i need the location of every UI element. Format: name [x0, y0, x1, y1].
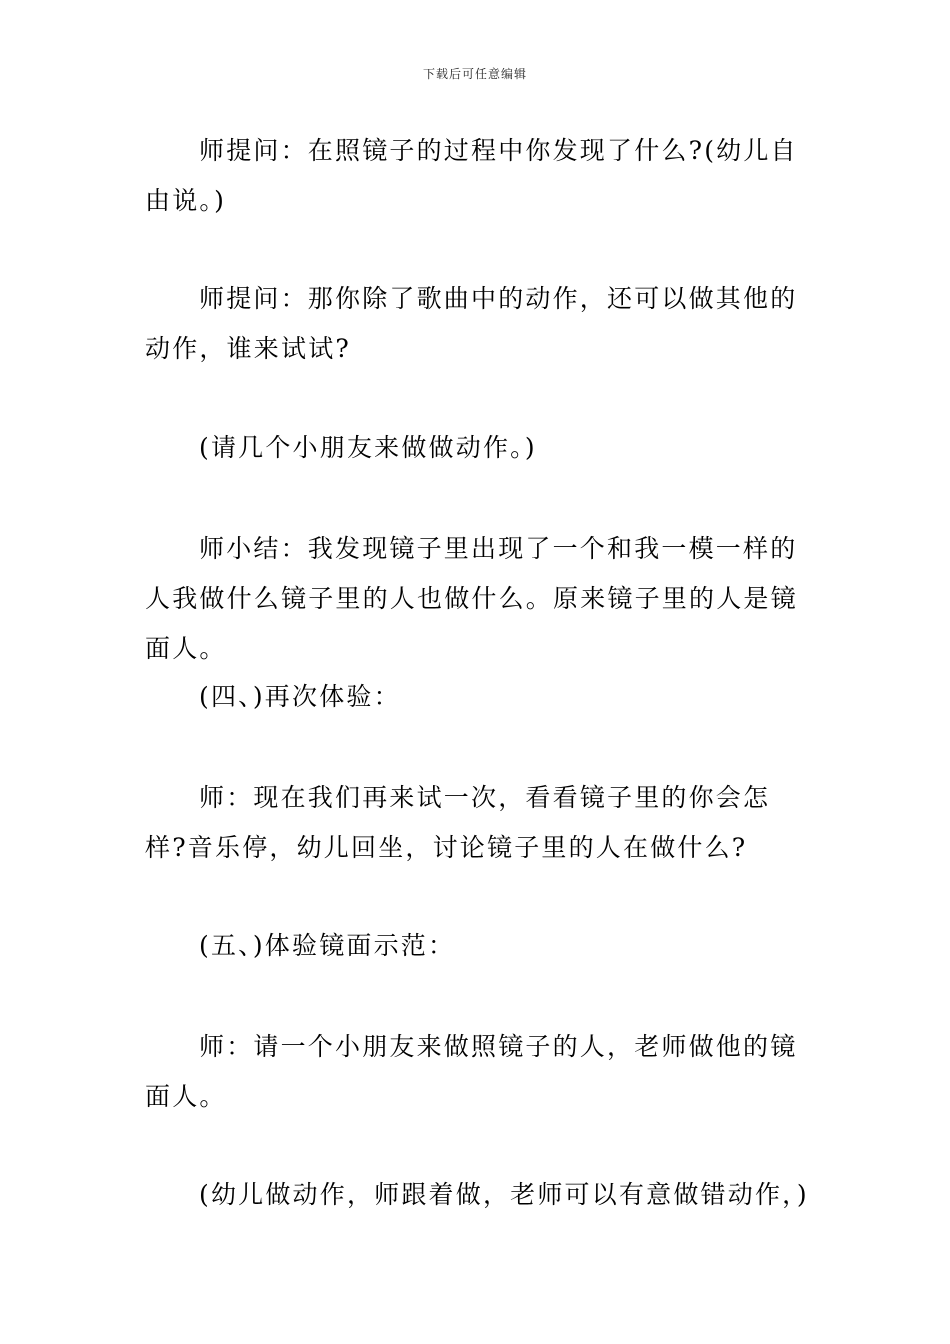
paragraph-children-act: (幼儿做动作，师跟着做，老师可以有意做错动作，): [199, 1180, 809, 1209]
paragraph-teacher-summary: 师小结：我发现镜子里出现了一个和我一模一样的人我做什么镜子里的人也做什么。原来镜子里的人是镜面人。: [145, 534, 798, 663]
paragraph-children-demonstrate: (请几个小朋友来做做动作。): [199, 433, 537, 462]
page-header: 下载后可任意编辑: [422, 67, 527, 81]
paragraph-teacher-question-observation: 师提问：在照镜子的过程中你发现了什么?(幼儿自由说。): [145, 136, 798, 215]
section-heading-mirror-demo: (五、)体验镜面示范：: [199, 931, 456, 960]
paragraph-mirror-demo: 师：请一个小朋友来做照镜子的人，老师做他的镜面人。: [145, 1032, 798, 1111]
paragraph-teacher-question-other-actions: 师提问：那你除了歌曲中的动作，还可以做其他的动作，谁来试试?: [145, 284, 798, 363]
section-heading-experience-again: (四、)再次体验：: [199, 682, 401, 711]
paragraph-try-again: 师：现在我们再来试一次，看看镜子里的你会怎样?音乐停，幼儿回坐，讨论镜子里的人在做什么?: [145, 783, 771, 862]
